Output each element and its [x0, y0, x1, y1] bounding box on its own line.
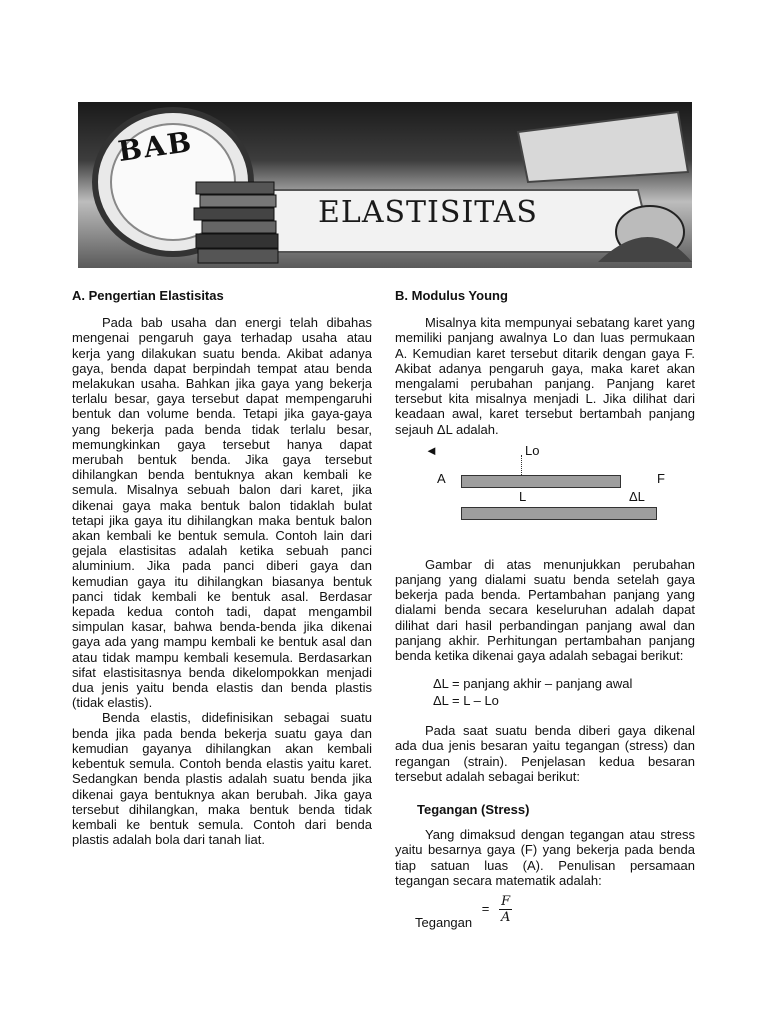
book-stack-icon [194, 182, 278, 263]
diagram-label-f: F [657, 470, 665, 486]
left-column [72, 288, 372, 847]
formula-label: Tegangan [415, 915, 473, 931]
equation-2: ΔL = L – Lo [433, 693, 499, 709]
arrow-left-icon: ◄ [425, 442, 438, 458]
diagram-label-l: L [519, 488, 527, 504]
paragraph: Misalnya kita mempunyai sebatang karet yang memiliki panjang awalnya Lo dan luas permukaan A. Kemudian karet tersebut ditarik dengan gaya F. Akibat adanya pengaruh gaya, maka karet akan mengalami perubahan panjang. Panjang karet tersebut kita misalnya menjadi L. Jika dilihat dari keadaan awal, karet tersebut bertambah panjang sejauh ΔL adalah. [395, 315, 695, 437]
section-b-heading: B. Modulus Young [395, 288, 508, 303]
paragraph: Yang dimaksud dengan tegangan atau stress yaitu besarnya gaya (F) yang bekerja pada benda tiap satuan luas (A). Penulisan persamaan tegangan secara matematik adalah: [395, 827, 695, 888]
elongation-diagram [395, 442, 695, 547]
diagram-label-lo: Lo [525, 442, 540, 458]
formula-denominator: A [500, 910, 511, 926]
stretched-rod [461, 507, 657, 520]
diagram-label-delta-l: ΔL [629, 488, 645, 504]
formula-fraction [499, 894, 512, 925]
section-a-heading: A. Pengertian Elastisitas [72, 288, 224, 303]
chapter-banner [78, 102, 692, 268]
formula-numerator: F [499, 894, 512, 910]
original-rod [461, 475, 621, 488]
paragraph: Pada saat suatu benda diberi gaya dikenal ada dua jenis besaran yaitu tegangan (stress) dan regangan (strain). Penjelasan kedua besaran tersebut adalah sebagai berikut: [395, 723, 695, 784]
paragraph: Gambar di atas menunjukkan perubahan panjang yang dialami suatu benda setelah gaya bekerja pada benda. Pertambahan panjang yang dialami benda secara keseluruhan adalah dapat dilihat dari hasil perbandingan panjang awal dan panjang akhir. Perhitungan pertambahan panjang benda ketika dikenai gaya adalah sebagai berikut: [395, 556, 695, 664]
paragraph: Benda elastis, didefinisikan sebagai suatu benda jika pada benda bekerja suatu gaya dan kemudian gayanya dihilangkan akan kembali kebentuk semula. Contoh benda elastis yaitu karet. Sedangkan benda plastis adalah suatu benda jika dikenai gaya bentuknya akan berubah. Jika gaya tersebut dihilangkan, maka bentuk benda tidak kembali ke bentuk semula. Contoh dari benda plastis adalah bola dari tanah liat. [72, 710, 372, 848]
stress-subheading: Tegangan (Stress) [417, 802, 530, 818]
stress-formula [415, 894, 695, 930]
chapter-label: BAB [116, 124, 195, 169]
right-column [395, 288, 695, 930]
paragraph: Pada bab usaha dan energi telah dibahas mengenai pengaruh gaya terhadap usaha atau kerja yang dilakukan suatu benda. Akibat adanya gaya, benda dapat berpindah tempat atau benda melakukan usaha. Bahkan jika gaya yang bekerja terlalu besar, gaya tersebut dapat mempengaruhi bentuk dan volume benda. Tetapi jika gaya-gaya yang bekerja pada benda tidak terlalu besar, memungkinkan gaya tersebut hanya dapat merubah bentuk benda. Jika gaya tersebut dihilangkan benda bentuknya akan kembali ke semula. Misalnya sebuah balon dari karet, jika dikenai gaya maka bentuk balon tidaklah bulat tetapi jika gaya itu dihilangkan maka bentuk balon akan kembali ke bentuk semula. Contoh lain dari gejala elastisitas adalah ketika sebuah panci aluminium. Jika pada panci diberi gaya dan kemudian gaya itu dihilangkan biasanya bentuk panci tidak kembali ke bentuk asal. Berdasar kepada kedua contoh tadi, dapat mengambil simpulan kasar, bahwa benda-benda jika dikenai gaya ada yang mampu kembali ke bentuk asal dan atau tidak mampu kembali kesemula. Berdasarkan sifat elastisitasnya benda dikelompokkan menjadi dua jenis yaitu benda elastis dan benda plastis (tidak elastis). [72, 315, 372, 711]
equation-1: ΔL = panjang akhir – panjang awal [433, 676, 633, 692]
formula-equals: = [481, 901, 490, 917]
chapter-title: ELASTISITAS [318, 195, 538, 230]
diagram-label-a: A [437, 470, 446, 486]
